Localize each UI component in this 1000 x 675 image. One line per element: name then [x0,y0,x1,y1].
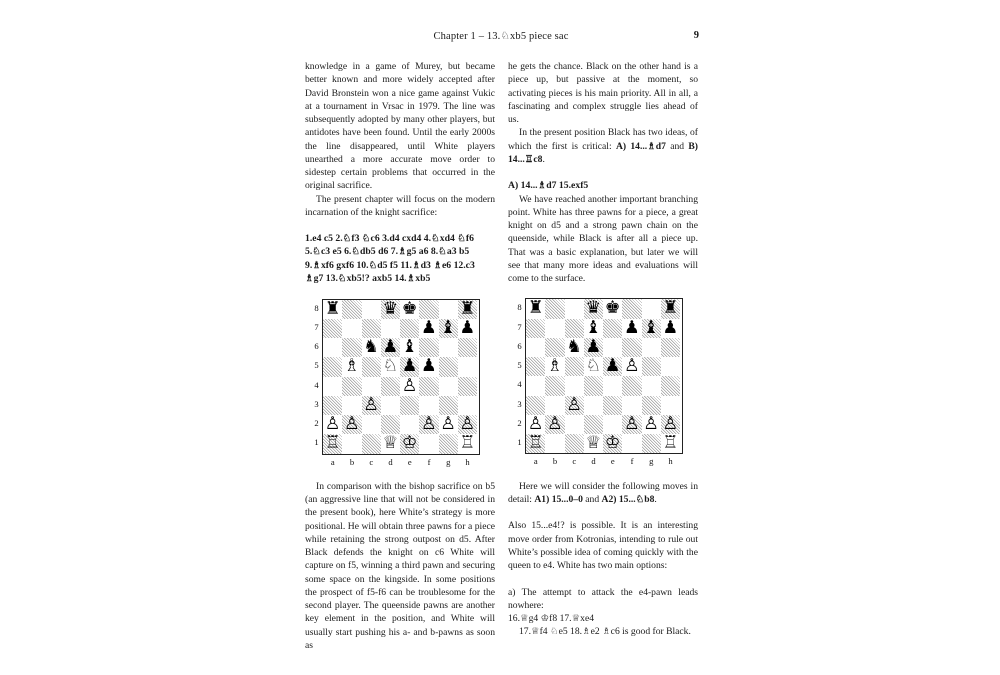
square-d8 [381,300,400,319]
square-c2 [565,415,584,434]
square-b5 [545,357,564,376]
piece-K-e1: ♔ [604,434,621,453]
paragraph-moves-in-detail [508,480,698,507]
square-c1 [565,434,584,453]
piece-p-d6: ♟ [382,338,399,358]
square-b2 [342,415,361,434]
piece-R-h1: ♖ [459,434,476,454]
file-label-c-board1: c [369,456,374,467]
sub-variation-a1-label: A1) 15...0–0 [534,493,583,505]
square-d1 [584,434,603,453]
rank-label-7-board1: 7 [314,321,319,332]
square-d4 [381,377,400,396]
rank-label-4-board2: 4 [517,379,522,390]
square-g7 [642,319,661,338]
square-h8 [661,299,680,318]
square-d3 [584,396,603,415]
square-g1 [642,434,661,453]
variation-line-1: 16.♕g4 ♔f8 17.♕xe4 [508,613,595,624]
two-ideas-mid: and [665,140,689,152]
square-g8 [642,299,661,318]
square-e1 [400,434,419,453]
file-label-f-board2: f [630,456,634,467]
square-e4 [400,377,419,396]
square-b4 [545,376,564,395]
square-e2 [400,415,419,434]
piece-q-d8: ♛ [382,299,399,319]
rank-label-6-board2: 6 [517,340,522,351]
piece-P-c3: ♙ [566,395,582,415]
rank-label-3-board1: 3 [314,398,319,409]
piece-Q-d1: ♕ [585,434,602,453]
square-a8 [526,299,545,318]
square-h3 [458,396,477,415]
square-a3 [323,396,342,415]
piece-r-h8: ♜ [662,299,679,319]
main-move-sequence: 1.e4 c5 2.♘f3 ♘c6 3.d4 cxd4 4.♘xd4 ♘f6 5.♘c3 e5 6.♘db5 d6 7.♗g5 a6 8.♘a3 b5 9.♗xf6 gxf6 10.♘d5 f5 11.♗d3 ♗e6 12.c3 ♗g7 13.♘xb5!? axb5 14.♗xb5 [305,233,475,285]
square-h4 [458,377,477,396]
sub-variation-a2-label: A2) 15...♘b8 [601,493,655,505]
square-a6 [323,338,342,357]
square-c4 [565,376,584,395]
piece-b-g7: ♝ [440,318,456,338]
file-label-d-board2: d [591,456,596,467]
page-number: 9 [693,30,699,41]
square-e6 [603,338,622,357]
square-d2 [381,415,400,434]
piece-p-f7: ♟ [624,318,640,338]
idea-a-label: A) 14...♗d7 [615,140,666,152]
square-f1 [622,434,641,453]
square-e2 [603,415,622,434]
square-h5 [661,357,680,376]
left-column [305,60,495,652]
piece-q-d8: ♛ [585,299,602,319]
square-f7 [419,319,438,338]
right-column [508,60,698,639]
paragraph-two-ideas [508,126,698,166]
paragraph-branching-point: We have reached another important branching point. White has three pawns for a piece, a great knight on d5 and a strong pawn chain on the queenside, while Black is after all a piece up. That was a basic explanation, but later we will see that many more ideas and evaluations will come to the surface. [508,193,698,284]
file-label-g-board2: g [649,456,654,467]
square-h7 [661,319,680,338]
piece-b-g7: ♝ [643,318,659,338]
paragraph-black-piece-up: he gets the chance. Black on the other hand is a piece up, but passive at the moment, so activating pieces is his main priority. All in all, a fascinating and complex struggle lies ahead of us. [508,61,698,125]
file-label-a-board2: a [533,456,538,467]
piece-p-f5: ♟ [421,357,437,377]
rank-label-3-board2: 3 [517,398,522,409]
square-g4 [439,377,458,396]
piece-r-h8: ♜ [459,299,476,319]
square-b7 [342,319,361,338]
rank-label-6-board1: 6 [314,341,319,352]
piece-P-f2: ♙ [624,414,640,434]
piece-k-e8: ♚ [604,299,621,319]
square-a7 [526,319,545,338]
square-c7 [565,319,584,338]
square-g3 [642,396,661,415]
rank-labels-2 [514,298,525,452]
square-d3 [381,396,400,415]
rank-label-1-board1: 1 [314,437,319,448]
square-d8 [584,299,603,318]
square-h2 [661,415,680,434]
square-f7 [622,319,641,338]
piece-b-d7: ♝ [585,318,602,338]
piece-R-h1: ♖ [662,434,679,453]
square-c5 [362,357,381,376]
piece-N-d5: ♘ [382,357,399,377]
square-c4 [362,377,381,396]
square-a5 [323,357,342,376]
square-d4 [584,376,603,395]
square-f3 [622,396,641,415]
square-c1 [362,434,381,453]
file-labels-2 [526,456,683,466]
piece-P-a2: ♙ [527,414,544,434]
piece-K-e1: ♔ [401,434,418,454]
square-g6 [642,338,661,357]
square-b3 [342,396,361,415]
square-g2 [439,415,458,434]
square-f4 [622,376,641,395]
two-ideas-post: . [542,153,545,165]
piece-P-f5: ♙ [624,357,640,376]
square-b7 [545,319,564,338]
square-c2 [362,415,381,434]
rank-label-7-board2: 7 [517,321,522,332]
piece-R-a1: ♖ [527,434,544,453]
chess-diagram-1 [305,299,495,467]
square-e5 [603,357,622,376]
square-f2 [622,415,641,434]
square-a3 [526,396,545,415]
square-g3 [439,396,458,415]
square-f4 [419,377,438,396]
square-g8 [439,300,458,319]
square-b3 [545,396,564,415]
square-b1 [545,434,564,453]
square-f1 [419,434,438,453]
square-e5 [400,357,419,376]
square-g7 [439,319,458,338]
square-b6 [342,338,361,357]
piece-p-f7: ♟ [421,318,437,338]
piece-r-a8: ♜ [324,299,341,319]
rank-label-8-board1: 8 [314,302,319,313]
piece-p-e5: ♟ [401,357,418,377]
square-h8 [458,300,477,319]
square-h1 [661,434,680,453]
square-c3 [565,396,584,415]
piece-R-a1: ♖ [324,434,341,454]
piece-p-d6: ♟ [585,337,602,357]
square-h4 [661,376,680,395]
detail-pre: Here we will consider the following moves in detail: [508,480,698,505]
square-e4 [603,376,622,395]
square-d5 [381,357,400,376]
square-a1 [323,434,342,453]
file-label-h-board2: h [668,456,673,467]
piece-P-f2: ♙ [421,415,437,435]
heading-variation-a: A) 14...♗d7 15.exf5 [508,180,589,192]
piece-P-b2: ♙ [547,414,563,434]
square-b2 [545,415,564,434]
chess-diagram-2 [508,298,698,466]
piece-B-b5: ♗ [547,357,563,376]
square-g6 [439,338,458,357]
square-h6 [458,338,477,357]
file-label-c-board2: c [572,456,577,467]
piece-P-g2: ♙ [440,415,456,435]
piece-P-e4: ♙ [401,376,418,396]
square-b8 [342,300,361,319]
square-f2 [419,415,438,434]
piece-P-h2: ♙ [662,414,679,434]
paragraph-chapter-focus: The present chapter will focus on the modern incarnation of the knight sacrifice: [305,193,495,218]
paragraph-intro: knowledge in a game of Murey, but became better known and more widely accepted after David Bronstein won a nice game against Vukic at a tournament in Vrsac in 1979. The line was subsequently adopted by many other players, but antidotes have been found. Until the early 2000s the line disappeared, until White players unearthed a more accurate move order to sidestep certain problems that occurred in the original sacrifice. [305,61,495,192]
square-b5 [342,357,361,376]
paragraph-comparison: In comparison with the bishop sacrifice on b5 (an aggressive line that will not be considered in the present book), here White’s strategy is more positional. He will obtain three pawns for a piece while retaining the strong outpost on d5. After Black defends the knight on c6 White will capture on f5, winning a third pawn and securing some space on the kingside. In some positions the prospect of f5-f6 can be troublesome for the second player. The queenside pawns are another key element in the position, and White will usually start pushing his a- and b-pawns as soon as [305,480,495,651]
square-a6 [526,338,545,357]
detail-mid: and [582,493,602,505]
square-h3 [661,396,680,415]
piece-r-a8: ♜ [527,299,544,319]
paragraph-also-e4: Also 15...e4!? is possible. It is an interesting move order from Kotronias, intending to rule out White’s possible idea of coming quickly with the queen to e4. White has two main options: [508,520,698,571]
square-d6 [381,338,400,357]
square-e1 [603,434,622,453]
rank-label-5-board1: 5 [314,360,319,371]
file-label-a-board1: a [330,456,335,467]
square-h5 [458,357,477,376]
square-e8 [400,300,419,319]
rank-label-2-board1: 2 [314,418,319,429]
square-b1 [342,434,361,453]
piece-P-b2: ♙ [344,415,360,435]
file-label-e-board2: e [610,456,615,467]
square-a1 [526,434,545,453]
piece-P-h2: ♙ [459,415,476,435]
chess-board-1 [322,299,480,455]
square-h2 [458,415,477,434]
square-h1 [458,434,477,453]
variation-line-2: 17.♕f4 ♘e5 18.♗e2 ♗c6 is good for Black. [519,626,691,638]
rank-label-1-board2: 1 [517,437,522,447]
square-g2 [642,415,661,434]
square-b8 [545,299,564,318]
square-e3 [603,396,622,415]
square-g5 [439,357,458,376]
piece-B-b5: ♗ [344,357,360,377]
square-a7 [323,319,342,338]
square-d1 [381,434,400,453]
square-c6 [565,338,584,357]
square-b6 [545,338,564,357]
two-ideas-pre: In the present position Black has two ideas, of which the first is critical: [508,127,698,152]
square-f5 [419,357,438,376]
rank-label-8-board2: 8 [517,302,522,313]
detail-post: . [654,493,657,505]
piece-p-h7: ♟ [662,318,679,338]
square-d5 [584,357,603,376]
rank-labels-1 [311,299,322,453]
square-e7 [603,319,622,338]
rank-label-4-board1: 4 [314,379,319,390]
file-label-b-board1: b [349,456,355,467]
square-c7 [362,319,381,338]
rank-label-2-board2: 2 [517,417,522,428]
square-d2 [584,415,603,434]
square-f8 [419,300,438,319]
idea-b-label: B) 14...♖c8 [508,140,698,165]
square-e3 [400,396,419,415]
square-g4 [642,376,661,395]
square-h7 [458,319,477,338]
square-d7 [584,319,603,338]
square-a2 [526,415,545,434]
file-label-d-board1: d [388,456,393,467]
file-label-b-board2: b [552,456,558,467]
square-c3 [362,396,381,415]
square-a4 [526,376,545,395]
file-label-e-board1: e [407,456,412,467]
square-d6 [584,338,603,357]
square-a5 [526,357,545,376]
square-f5 [622,357,641,376]
piece-n-c6: ♞ [363,338,379,358]
piece-N-d5: ♘ [585,357,602,376]
square-d7 [381,319,400,338]
rank-label-5-board2: 5 [517,360,522,370]
chess-board-2 [525,298,683,454]
square-a4 [323,377,342,396]
square-c8 [362,300,381,319]
piece-n-c6: ♞ [566,337,582,357]
square-e7 [400,319,419,338]
file-label-f-board1: f [427,456,431,467]
square-f8 [622,299,641,318]
piece-p-h7: ♟ [459,318,476,338]
running-head [305,30,697,46]
piece-k-e8: ♚ [401,299,418,319]
piece-P-c3: ♙ [363,395,379,415]
piece-P-a2: ♙ [324,415,341,435]
square-c8 [565,299,584,318]
chapter-title: Chapter 1 – 13.♘xb5 piece sac [433,31,569,42]
square-e8 [603,299,622,318]
square-c5 [565,357,584,376]
file-label-h-board1: h [465,456,470,467]
square-a8 [323,300,342,319]
square-c6 [362,338,381,357]
piece-Q-d1: ♕ [382,434,399,454]
square-e6 [400,338,419,357]
piece-p-e5: ♟ [604,357,621,376]
square-b4 [342,377,361,396]
file-labels-1 [323,457,480,467]
square-f6 [419,338,438,357]
piece-P-g2: ♙ [643,414,659,434]
square-a2 [323,415,342,434]
square-f6 [622,338,641,357]
square-g5 [642,357,661,376]
file-label-g-board1: g [446,456,451,467]
paragraph-option-a: a) The attempt to attack the e4-pawn leads nowhere: [508,586,698,611]
piece-b-e6: ♝ [401,338,418,358]
square-g1 [439,434,458,453]
square-f3 [419,396,438,415]
square-h6 [661,338,680,357]
